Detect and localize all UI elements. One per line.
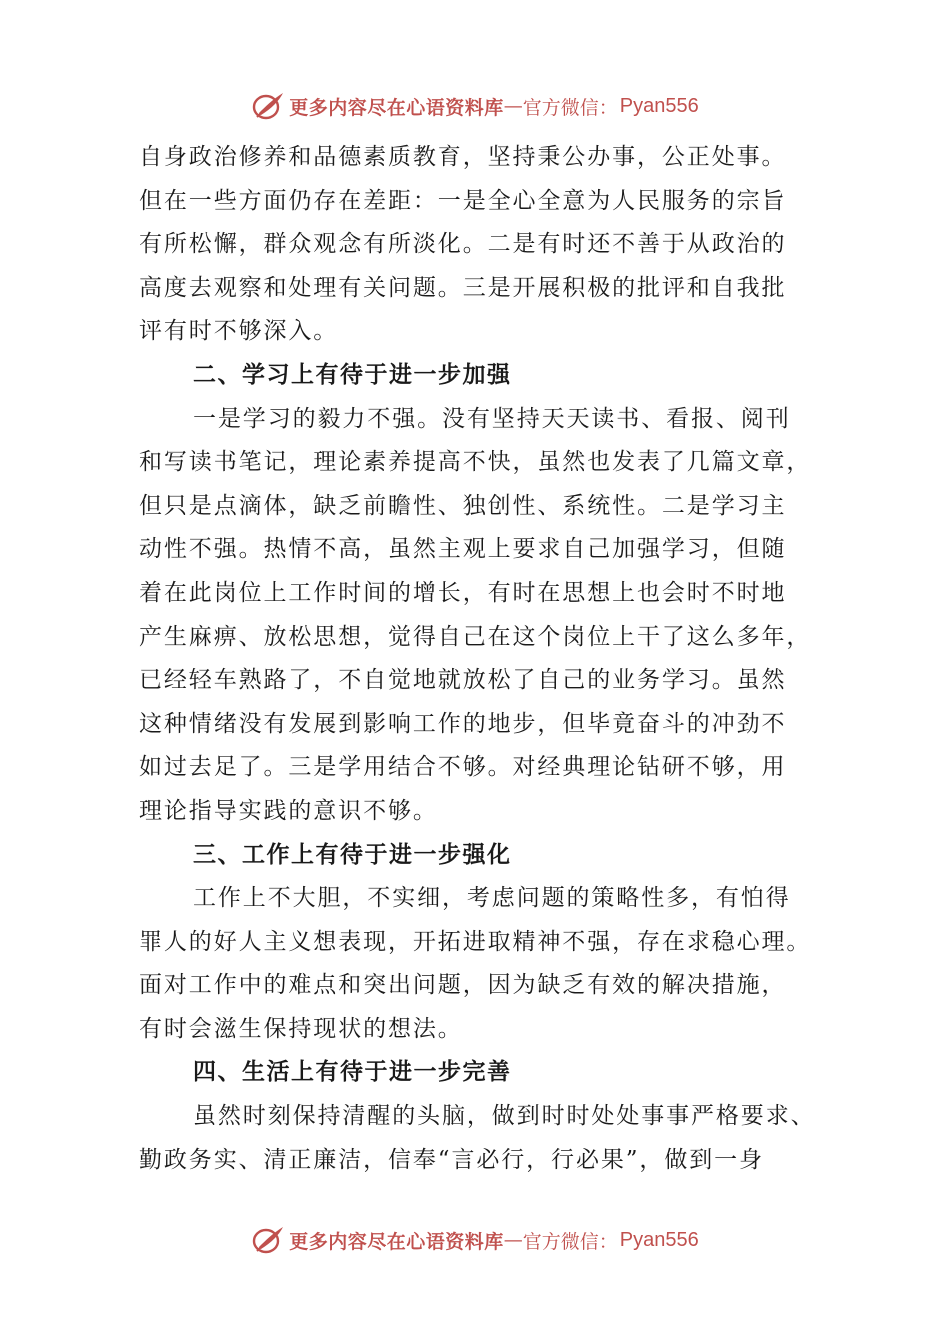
text-line: 产生麻痹、放松思想，觉得自己在这个岗位上干了这么多年， [139, 623, 812, 650]
text-line: 有所松懈，群众观念有所淡化。二是有时还不善于从政治的 [139, 231, 787, 258]
watermark-label: 官方微信： [522, 96, 618, 119]
text-line: 高度去观察和处理有关问题。三是开展积极的批评和自我批 [139, 274, 787, 301]
watermark-account: Pyan556 [619, 1228, 699, 1251]
quill-logo-icon [251, 1225, 285, 1255]
watermark-account: Pyan556 [619, 94, 699, 117]
text-line: 但在一些方面仍存在差距：一是全心全意为人民服务的宗旨 [139, 187, 787, 214]
text-line: 虽然时刻保持清醒的头脑，做到时时处处事事严格要求、 [193, 1103, 816, 1130]
text-line: 评有时不够深入。 [139, 318, 339, 345]
text-line: 工作上不大胆，不实细，考虑问题的策略性多，有怕得 [193, 885, 791, 912]
footer-watermark [0, 1220, 950, 1260]
text-line: 但只是点滴体，缺乏前瞻性、独创性、系统性。二是学习主 [139, 492, 787, 519]
text-line: 如过去足了。三是学用结合不够。对经典理论钻研不够，用 [139, 754, 787, 781]
text-line: 这种情绪没有发展到影响工作的地步，但毕竟奋斗的冲劲不 [139, 710, 787, 737]
watermark-separator: — [503, 1229, 523, 1251]
quill-logo-icon [251, 91, 285, 121]
section-heading: 三、工作上有待于进一步强化 [193, 841, 512, 868]
watermark-brand: 更多内容尽在心语资料库 [289, 1230, 504, 1253]
watermark-label: 官方微信： [522, 1230, 618, 1253]
watermark-brand: 更多内容尽在心语资料库 [289, 96, 504, 119]
text-line: 和写读书笔记，理论素养提高不快，虽然也发表了几篇文章， [139, 449, 812, 476]
text-line: 有时会滋生保持现状的想法。 [139, 1015, 463, 1042]
text-line: 一是学习的毅力不强。没有坚持天天读书、看报、阅刊 [193, 405, 791, 432]
text-line: 已经轻车熟路了，不自觉地就放松了自己的业务学习。虽然 [139, 667, 787, 694]
text-line: 动性不强。热情不高，虽然主观上要求自己加强学习，但随 [139, 536, 787, 563]
text-line: 自身政治修养和品德素质教育，坚持秉公办事，公正处事。 [139, 144, 787, 170]
text-line: 勤政务实、清正廉洁，信奉“言必行，行必果”，做到一身 [139, 1146, 764, 1173]
text-line: 面对工作中的难点和突出问题，因为缺乏有效的解决措施， [139, 972, 787, 999]
section-heading: 二、学习上有待于进一步加强 [193, 361, 512, 388]
watermark-separator: — [503, 95, 523, 117]
header-watermark [0, 86, 950, 126]
text-line: 理论指导实践的意识不够。 [139, 797, 438, 824]
document-body [139, 136, 819, 1182]
section-heading: 四、生活上有待于进一步完善 [193, 1059, 512, 1086]
text-line: 着在此岗位上工作时间的增长，有时在思想上也会时不时地 [139, 579, 787, 606]
text-line: 罪人的好人主义想表现，开拓进取精神不强，存在求稳心理。 [139, 928, 812, 955]
